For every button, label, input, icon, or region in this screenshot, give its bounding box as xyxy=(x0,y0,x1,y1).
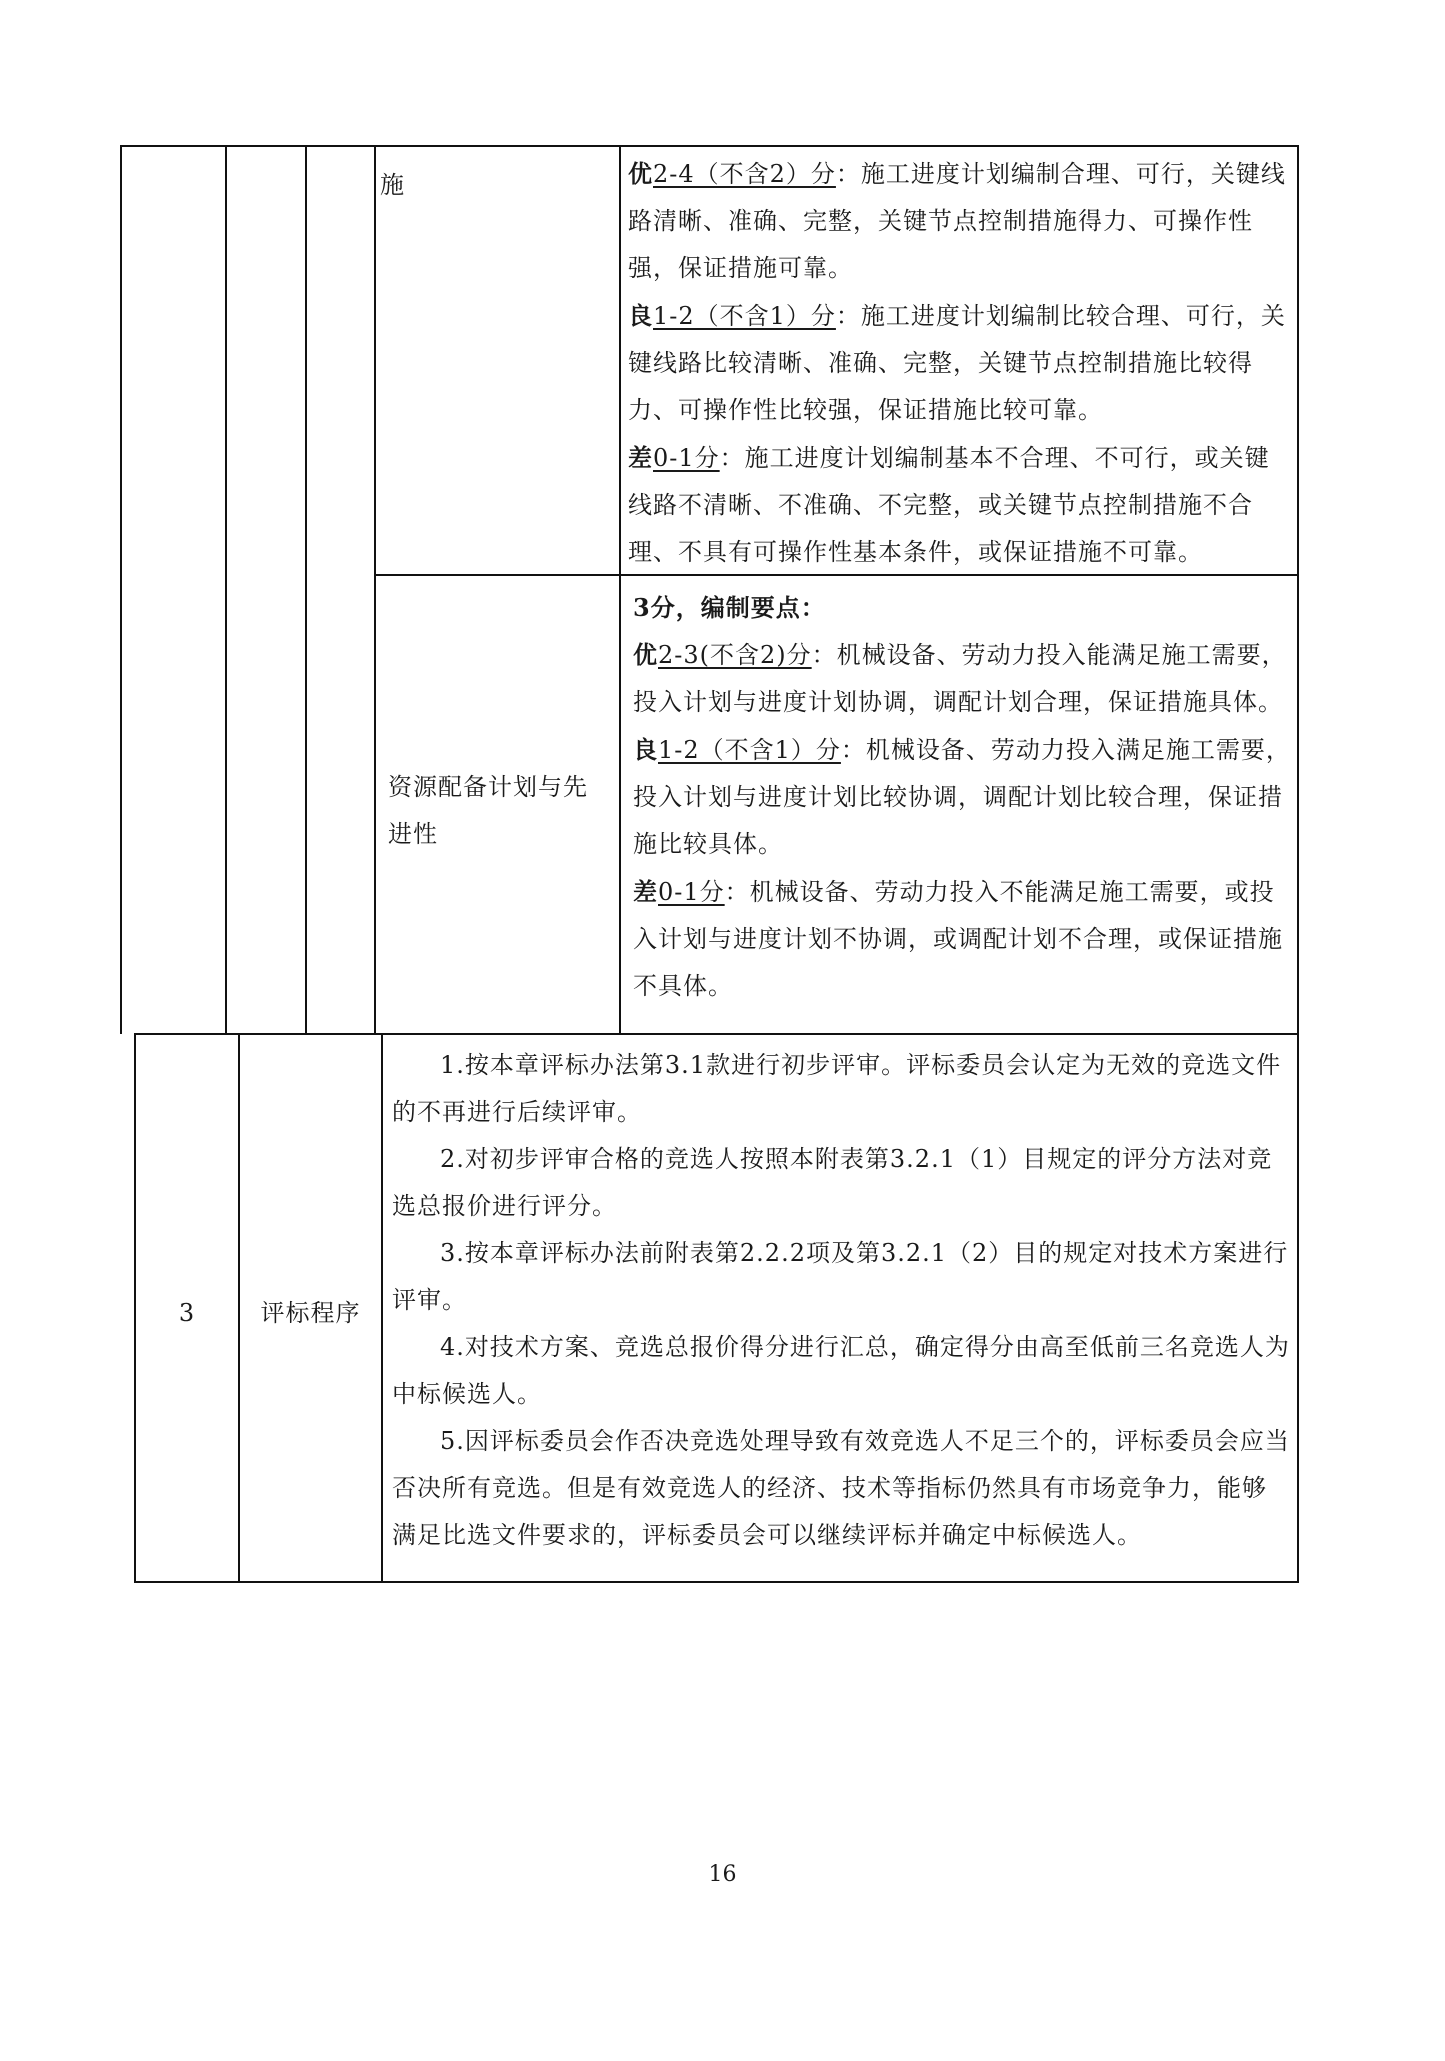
procedure-step: 4.对技术方案、竞选总报价得分进行汇总，确定得分由高至低前三名竞选人为中标候选人。 xyxy=(392,1333,1290,1408)
procedure-label xyxy=(240,1290,381,1337)
procedure-steps xyxy=(392,1042,1290,1559)
schedule-criteria xyxy=(628,150,1288,576)
procedure-number-text: 3 xyxy=(178,1299,196,1327)
column-divider-3 xyxy=(374,145,376,1034)
page-number: 16 xyxy=(708,1862,737,1887)
column-divider-1 xyxy=(225,145,227,1034)
row-divider-procedure xyxy=(134,1033,1299,1035)
criteria-text: ：机械设备、劳动力投入能满足施工需要，投入计划与进度计划协调，调配计划合理，保证措施具体。 xyxy=(633,641,1287,716)
schedule-label-text: 施 xyxy=(380,171,405,199)
column-divider-2 xyxy=(305,145,307,1034)
criteria-text: ：施工进度计划编制合理、可行，关键线路清晰、准确、完整，关键节点控制措施得力、可操作性强，保证措施可靠。 xyxy=(628,160,1286,282)
criteria-text: ：机械设备、劳动力投入满足施工需要，投入计划与进度计划比较协调，调配计划比较合理，保证措施比较具体。 xyxy=(633,736,1291,858)
table-right-border xyxy=(1297,145,1299,1583)
grade-label: 差 xyxy=(633,877,658,906)
score-range: 2-3(不含2)分 xyxy=(658,641,812,669)
column-divider-4 xyxy=(619,145,621,1034)
criteria-item-poor xyxy=(633,868,1291,1010)
grade-label: 良 xyxy=(628,301,653,330)
criteria-item-poor xyxy=(628,434,1288,576)
schedule-label xyxy=(380,162,610,209)
grade-label: 优 xyxy=(633,640,658,669)
criteria-item-good xyxy=(633,726,1291,868)
procedure-step: 5.因评标委员会作否决竞选处理导致有效竞选人不足三个的，评标委员会应当否决所有竞选。但是有效竞选人的经济、技术等指标仍然具有市场竞争力，能够满足比选文件要求的，评标委员会可以继续评标并确定中标候选人。 xyxy=(392,1427,1290,1549)
criteria-item-excellent xyxy=(633,631,1291,726)
score-range: 2-4（不含2）分 xyxy=(653,160,836,188)
procedure-step: 2.对初步评审合格的竞选人按照本附表第3.2.1（1）目规定的评分方法对竞选总报价进行评分。 xyxy=(392,1145,1273,1220)
procedure-step: 3.按本章评标办法前附表第2.2.2项及第3.2.1（2）目的规定对技术方案进行评审。 xyxy=(392,1239,1289,1314)
criteria-item-good xyxy=(628,292,1288,434)
resource-label xyxy=(388,764,610,858)
score-range: 0-1分 xyxy=(653,444,720,472)
grade-label: 差 xyxy=(628,443,653,472)
criteria-text: ：施工进度计划编制比较合理、可行，关键线路比较清晰、准确、完整，关键节点控制措施比较得力、可操作性比较强，保证措施比较可靠。 xyxy=(628,302,1286,424)
score-range: 0-1分 xyxy=(658,878,725,906)
grade-label: 良 xyxy=(633,735,658,764)
table-top-border xyxy=(120,145,1299,147)
criteria-text: ：施工进度计划编制基本不合理、不可行，或关键线路不清晰、不准确、不完整，或关键节点控制措施不合理、不具有可操作性基本条件，或保证措施不可靠。 xyxy=(628,444,1270,566)
resource-heading: 3分，编制要点： xyxy=(633,593,826,622)
resource-criteria xyxy=(633,584,1291,1010)
criteria-text: ：机械设备、劳动力投入不能满足施工需要，或投入计划与进度计划不协调，或调配计划不合理，或保证措施不具体。 xyxy=(633,878,1283,1000)
procedure-step: 1.按本章评标办法第3.1款进行初步评审。评标委员会认定为无效的竞选文件的不再进行后续评审。 xyxy=(392,1051,1282,1126)
score-range: 1-2（不含1）分 xyxy=(658,736,841,764)
procedure-number xyxy=(136,1290,238,1337)
column-divider-lower-2 xyxy=(381,1033,383,1582)
procedure-label-text: 评标程序 xyxy=(260,1299,361,1327)
table-bottom-border xyxy=(134,1581,1299,1583)
grade-label: 优 xyxy=(628,159,653,188)
criteria-item-excellent xyxy=(628,150,1288,292)
score-range: 1-2（不含1）分 xyxy=(653,302,836,330)
table-left-border xyxy=(120,145,122,1034)
resource-label-text: 资源配备计划与先进性 xyxy=(388,773,588,848)
